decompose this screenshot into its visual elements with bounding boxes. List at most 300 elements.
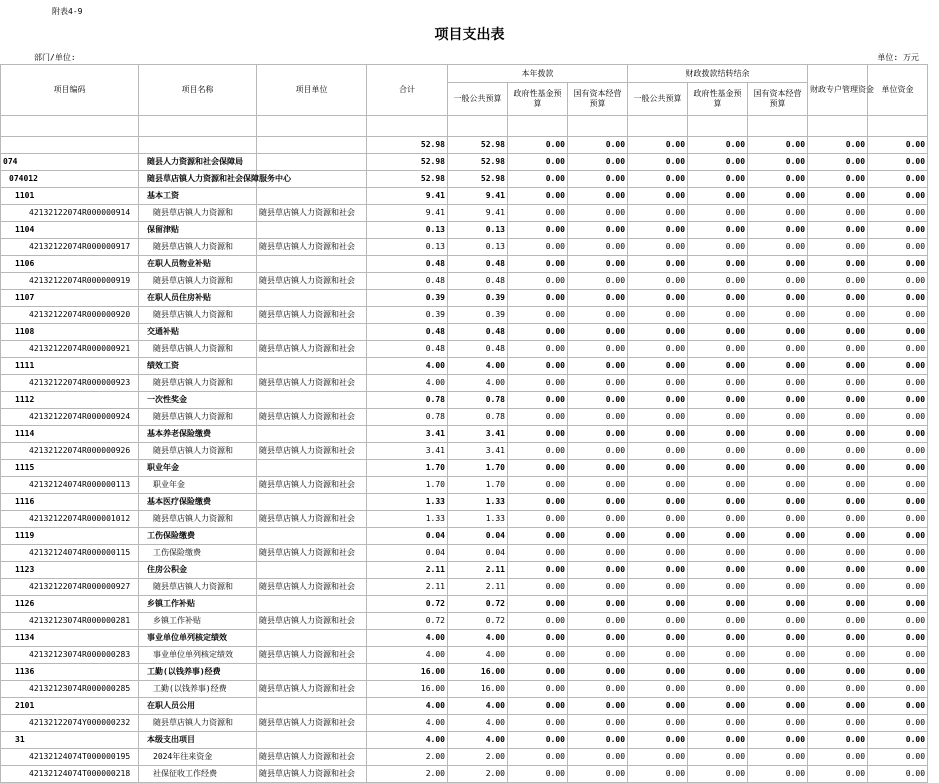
table-row[interactable]: [1, 205, 928, 222]
cell-code: 31: [1, 732, 139, 749]
cell-value: 0.00: [568, 630, 628, 647]
cell-value: 0.00: [508, 579, 568, 596]
cell-value: 0.00: [868, 630, 928, 647]
col-header-carry-gp-budget: 一般公共预算: [628, 83, 688, 116]
cell-value: 0.48: [367, 324, 448, 341]
cell-value: 1.33: [367, 494, 448, 511]
table-row[interactable]: [1, 630, 928, 647]
table-row[interactable]: [1, 562, 928, 579]
cell-code: 42132122074R000000920: [1, 307, 139, 324]
cell-value: 0.00: [868, 443, 928, 460]
cell-value: 4.00: [367, 630, 448, 647]
cell-unit: 随县草店镇人力资源和社会: [257, 477, 367, 494]
table-row[interactable]: [1, 307, 928, 324]
cell-unit: [257, 664, 367, 681]
cell-value: 52.98: [448, 171, 508, 188]
table-row[interactable]: [1, 256, 928, 273]
cell-name: 乡镇工作补贴: [139, 613, 257, 630]
cell-unit: 随县草店镇人力资源和社会: [257, 443, 367, 460]
cell-value: 0.00: [808, 596, 868, 613]
cell-value: 0.00: [868, 664, 928, 681]
cell-name: [139, 137, 257, 154]
cell-code: 42132124074T000000195: [1, 749, 139, 766]
table-row[interactable]: [1, 545, 928, 562]
cell-code: 1136: [1, 664, 139, 681]
cell-value: 4.00: [448, 647, 508, 664]
cell-name: 基本工资: [139, 188, 257, 205]
cell-value: 0.00: [748, 630, 808, 647]
cell-value: 9.41: [448, 205, 508, 222]
cell-name: 随县草店镇人力资源和: [139, 341, 257, 358]
cell-value: 0.00: [628, 375, 688, 392]
cell-value: 0.00: [568, 698, 628, 715]
cell-code: 1119: [1, 528, 139, 545]
table-row[interactable]: [1, 239, 928, 256]
cell-value: 1.70: [448, 460, 508, 477]
cell-value: 0.00: [808, 477, 868, 494]
cell-name: 一次性奖金: [139, 392, 257, 409]
cell-code: 1115: [1, 460, 139, 477]
cell-value: 0.00: [808, 273, 868, 290]
cell-unit: [257, 222, 367, 239]
cell-value: 0.00: [868, 137, 928, 154]
cell-name: 随县草店镇人力资源和: [139, 273, 257, 290]
cell-value: 0.00: [748, 307, 808, 324]
table-row[interactable]: [1, 290, 928, 307]
cell-name: 职业年金: [139, 460, 257, 477]
cell-value: 0.48: [367, 256, 448, 273]
table-row[interactable]: [1, 341, 928, 358]
cell-code: 1123: [1, 562, 139, 579]
cell-value: 4.00: [448, 698, 508, 715]
cell-name: 在职人员住房补贴: [139, 290, 257, 307]
table-row[interactable]: [1, 528, 928, 545]
table-row[interactable]: [1, 443, 928, 460]
cell-code: 42132122074R000000926: [1, 443, 139, 460]
table-row[interactable]: [1, 664, 928, 681]
cell-unit: 随县草店镇人力资源和社会: [257, 766, 367, 783]
cell-unit: [257, 256, 367, 273]
cell-value: 0.00: [508, 426, 568, 443]
cell-value: 0.00: [808, 307, 868, 324]
cell-value: 0.13: [367, 239, 448, 256]
cell-name: 随县草店镇人力资源和: [139, 239, 257, 256]
cell-value: 0.00: [508, 698, 568, 715]
cell-value: 0.00: [568, 256, 628, 273]
cell-value: 0.00: [568, 749, 628, 766]
cell-name: 工勤(以钱养事)经费: [139, 681, 257, 698]
cell-code: 1104: [1, 222, 139, 239]
cell-value: 9.41: [367, 188, 448, 205]
cell-value: 0.00: [568, 205, 628, 222]
cell-value: 0.00: [868, 205, 928, 222]
cell-value: 0.00: [628, 494, 688, 511]
cell-unit: 随县草店镇人力资源和社会: [257, 579, 367, 596]
cell-value: 0.00: [748, 562, 808, 579]
col-header-total: 合计: [367, 65, 448, 116]
table-row[interactable]: [1, 188, 928, 205]
cell-value: 0.00: [568, 545, 628, 562]
cell-name: 基本医疗保险缴费: [139, 494, 257, 511]
cell-name: 社保征收工作经费: [139, 766, 257, 783]
cell-value: 0.00: [688, 409, 748, 426]
cell-value: 0.00: [508, 749, 568, 766]
cell-value: 0.00: [508, 392, 568, 409]
cell-code: 42132122074R000001012: [1, 511, 139, 528]
cell-value: 0.00: [688, 698, 748, 715]
cell-code: 42132124074R000000113: [1, 477, 139, 494]
cell-value: 0.00: [748, 426, 808, 443]
cell-code: 42132123074R000000285: [1, 681, 139, 698]
cell-value: 0.00: [808, 579, 868, 596]
cell-value: 0.00: [688, 443, 748, 460]
cell-value: 0.00: [568, 562, 628, 579]
cell-unit: [257, 596, 367, 613]
table-row[interactable]: [1, 613, 928, 630]
cell-unit: [257, 290, 367, 307]
col-header-unit-fund: 单位资金: [868, 65, 928, 116]
cell-unit: [257, 137, 367, 154]
cell-value: 0.00: [748, 477, 808, 494]
cell-value: 0.00: [628, 698, 688, 715]
cell-value: 16.00: [367, 681, 448, 698]
cell-value: 0.00: [748, 137, 808, 154]
project-expenditure-table: [0, 64, 928, 783]
cell-name: 乡镇工作补贴: [139, 596, 257, 613]
table-row[interactable]: [1, 426, 928, 443]
cell-value: 0.00: [568, 732, 628, 749]
cell-value: 1.33: [448, 494, 508, 511]
table-row[interactable]: [1, 766, 928, 783]
cell-value: 0.00: [628, 324, 688, 341]
cell-value: 0.00: [568, 341, 628, 358]
cell-value: 0.00: [808, 239, 868, 256]
cell-value: 52.98: [448, 137, 508, 154]
cell-unit: [257, 630, 367, 647]
cell-name: 绩效工资: [139, 358, 257, 375]
cell-name: 工勤(以钱养事)经费: [139, 664, 257, 681]
cell-value: 0.00: [508, 188, 568, 205]
cell-value: 0.00: [568, 647, 628, 664]
cell-name: 随县草店镇人力资源和: [139, 579, 257, 596]
cell-value: 0.00: [508, 324, 568, 341]
cell-value: 0.00: [808, 494, 868, 511]
cell-value: 0.00: [808, 528, 868, 545]
cell-value: 0.00: [748, 443, 808, 460]
cell-unit: [257, 732, 367, 749]
table-row[interactable]: [1, 494, 928, 511]
cell-value: 0.00: [868, 375, 928, 392]
cell-value: 0.39: [367, 307, 448, 324]
cell-value: 0.00: [508, 664, 568, 681]
table-row[interactable]: [1, 579, 928, 596]
cell-value: 0.00: [568, 443, 628, 460]
cell-value: 0.00: [748, 749, 808, 766]
cell-value: 0.00: [508, 290, 568, 307]
cell-value: 0.00: [628, 613, 688, 630]
cell-code: 1111: [1, 358, 139, 375]
cell-value: 4.00: [367, 732, 448, 749]
cell-unit: [257, 426, 367, 443]
cell-code: 42132124074R000000115: [1, 545, 139, 562]
cell-value: 0.00: [868, 596, 928, 613]
cell-value: 0.00: [628, 358, 688, 375]
cell-value: 0.00: [508, 562, 568, 579]
cell-value: 0.00: [868, 460, 928, 477]
cell-value: 0.00: [508, 443, 568, 460]
cell-unit: 随县草店镇人力资源和社会: [257, 307, 367, 324]
cell-value: 0.00: [628, 443, 688, 460]
cell-value: 0.00: [508, 528, 568, 545]
cell-value: 0.00: [508, 205, 568, 222]
cell-value: 0.00: [628, 545, 688, 562]
cell-value: 0.78: [448, 392, 508, 409]
table-row[interactable]: [1, 171, 928, 188]
cell-value: 0.72: [448, 596, 508, 613]
cell-unit: [257, 392, 367, 409]
cell-value: 0.00: [808, 324, 868, 341]
cell-code: 42132122074R000000924: [1, 409, 139, 426]
cell-code: 1112: [1, 392, 139, 409]
table-row[interactable]: [1, 715, 928, 732]
cell-code: 42132122074R000000927: [1, 579, 139, 596]
cell-value: 0.00: [688, 511, 748, 528]
cell-unit: 随县草店镇人力资源和社会: [257, 647, 367, 664]
cell-value: 0.39: [448, 290, 508, 307]
cell-value: 0.00: [868, 290, 928, 307]
cell-unit: [257, 358, 367, 375]
col-header-gov-fund: 政府性基金预算: [508, 83, 568, 116]
col-header-carry-gov-fund: 政府性基金预算: [688, 83, 748, 116]
table-row[interactable]: [1, 460, 928, 477]
cell-value: 0.00: [748, 579, 808, 596]
cell-value: 0.00: [628, 681, 688, 698]
cell-value: 0.00: [688, 647, 748, 664]
cell-code: 1108: [1, 324, 139, 341]
cell-value: 4.00: [367, 358, 448, 375]
cell-value: 0.00: [748, 222, 808, 239]
cell-name: 基本养老保险缴费: [139, 426, 257, 443]
cell-value: 0.00: [568, 681, 628, 698]
cell-value: 16.00: [448, 681, 508, 698]
cell-value: 0.00: [748, 681, 808, 698]
cell-value: 0.78: [367, 409, 448, 426]
cell-value: 0.00: [508, 154, 568, 171]
cell-value: 0.72: [367, 596, 448, 613]
cell-value: 0.00: [808, 715, 868, 732]
cell-value: 0.00: [808, 409, 868, 426]
table-row[interactable]: [1, 698, 928, 715]
table-row[interactable]: [1, 647, 928, 664]
cell-unit: 随县草店镇人力资源和社会: [257, 749, 367, 766]
cell-code: 42132122074R000000917: [1, 239, 139, 256]
cell-value: 0.00: [748, 528, 808, 545]
cell-value: 0.48: [448, 256, 508, 273]
cell-value: 0.00: [808, 222, 868, 239]
cell-value: 0.00: [508, 494, 568, 511]
cell-value: 0.00: [628, 341, 688, 358]
cell-value: 0.00: [868, 749, 928, 766]
cell-value: 0.00: [568, 579, 628, 596]
cell-value: 4.00: [448, 375, 508, 392]
dept-label: 部门/单位:: [34, 53, 76, 62]
cell-value: 0.00: [808, 188, 868, 205]
table-row[interactable]: [1, 511, 928, 528]
cell-code: 42132124074T000000218: [1, 766, 139, 783]
cell-value: 0.00: [628, 137, 688, 154]
cell-value: 1.33: [448, 511, 508, 528]
cell-value: 0.00: [628, 477, 688, 494]
cell-value: 0.78: [367, 392, 448, 409]
cell-value: 0.00: [688, 154, 748, 171]
cell-value: 0.00: [868, 426, 928, 443]
cell-value: 0.00: [688, 307, 748, 324]
cell-value: 4.00: [367, 698, 448, 715]
cell-value: 0.00: [568, 664, 628, 681]
cell-value: 52.98: [367, 154, 448, 171]
table-row[interactable]: [1, 137, 928, 154]
cell-code: 1116: [1, 494, 139, 511]
cell-name: 保留津贴: [139, 222, 257, 239]
cell-value: 0.00: [628, 528, 688, 545]
cell-value: 0.00: [688, 222, 748, 239]
cell-value: 0.00: [508, 545, 568, 562]
cell-value: 2.00: [367, 749, 448, 766]
cell-name: 随县草店镇人力资源和: [139, 307, 257, 324]
cell-value: 0.00: [508, 239, 568, 256]
cell-value: 0.00: [748, 188, 808, 205]
cell-value: 0.00: [748, 205, 808, 222]
cell-value: 0.00: [508, 256, 568, 273]
cell-value: 9.41: [448, 188, 508, 205]
cell-value: 4.00: [448, 715, 508, 732]
cell-value: 2.11: [448, 562, 508, 579]
cell-value: 0.00: [868, 307, 928, 324]
table-row[interactable]: [1, 749, 928, 766]
cell-value: 0.00: [568, 273, 628, 290]
cell-value: 0.00: [808, 358, 868, 375]
table-row[interactable]: [1, 732, 928, 749]
cell-value: 0.00: [808, 613, 868, 630]
cell-unit: [257, 528, 367, 545]
cell-value: 0.00: [568, 239, 628, 256]
cell-unit: 随县草店镇人力资源和社会: [257, 409, 367, 426]
cell-unit: [257, 562, 367, 579]
cell-value: 0.00: [808, 766, 868, 783]
cell-value: 0.00: [808, 171, 868, 188]
table-row[interactable]: [1, 324, 928, 341]
cell-value: 0.00: [868, 613, 928, 630]
table-row[interactable]: [1, 596, 928, 613]
cell-value: 0.00: [868, 358, 928, 375]
cell-unit: [257, 698, 367, 715]
cell-value: 0.00: [688, 392, 748, 409]
cell-value: 0.39: [448, 307, 508, 324]
cell-value: 0.00: [688, 579, 748, 596]
table-body: [1, 137, 928, 783]
cell-value: 0.00: [568, 154, 628, 171]
cell-value: 0.00: [868, 239, 928, 256]
table-row[interactable]: [1, 358, 928, 375]
cell-code: 074: [1, 154, 139, 171]
cell-value: 0.00: [628, 426, 688, 443]
cell-name: 事业单位单列核定绩效: [139, 647, 257, 664]
cell-value: 0.00: [568, 409, 628, 426]
blank-row: [1, 116, 928, 137]
cell-value: 0.00: [688, 766, 748, 783]
cell-name: 随县草店镇人力资源和: [139, 715, 257, 732]
cell-value: 0.00: [568, 290, 628, 307]
cell-unit: 随县草店镇人力资源和社会: [257, 341, 367, 358]
cell-value: 0.00: [748, 664, 808, 681]
cell-value: 0.00: [688, 732, 748, 749]
cell-value: 0.00: [868, 579, 928, 596]
cell-value: 0.00: [748, 494, 808, 511]
cell-code: 1107: [1, 290, 139, 307]
table-row[interactable]: [1, 222, 928, 239]
cell-value: 0.00: [808, 290, 868, 307]
cell-value: 0.00: [628, 273, 688, 290]
cell-value: 0.04: [448, 528, 508, 545]
cell-value: 0.00: [568, 358, 628, 375]
col-header-gp-budget: 一般公共预算: [448, 83, 508, 116]
cell-value: 2.11: [367, 562, 448, 579]
cell-value: 0.00: [748, 324, 808, 341]
cell-value: 0.00: [868, 494, 928, 511]
cell-value: 0.00: [688, 494, 748, 511]
table-row[interactable]: [1, 477, 928, 494]
table-row[interactable]: [1, 154, 928, 171]
cell-value: 0.00: [868, 154, 928, 171]
cell-value: 0.00: [808, 732, 868, 749]
cell-value: 0.00: [508, 358, 568, 375]
cell-value: 0.00: [508, 681, 568, 698]
cell-unit: 随县草店镇人力资源和社会: [257, 273, 367, 290]
cell-value: 1.70: [448, 477, 508, 494]
cell-unit: 随县草店镇人力资源和社会: [257, 613, 367, 630]
cell-value: 0.00: [748, 545, 808, 562]
cell-value: 0.00: [748, 358, 808, 375]
cell-value: 0.00: [808, 443, 868, 460]
cell-code: 42132122074R000000923: [1, 375, 139, 392]
cell-value: 0.00: [868, 171, 928, 188]
cell-value: 0.00: [628, 222, 688, 239]
table-row[interactable]: [1, 681, 928, 698]
cell-value: 0.00: [568, 171, 628, 188]
cell-value: 0.00: [868, 511, 928, 528]
cell-value: 0.00: [808, 545, 868, 562]
table-row[interactable]: [1, 392, 928, 409]
cell-value: 0.00: [748, 154, 808, 171]
cell-value: 0.00: [628, 171, 688, 188]
cell-value: 0.00: [508, 596, 568, 613]
cell-value: 4.00: [448, 358, 508, 375]
cell-value: 0.00: [808, 426, 868, 443]
cell-value: 0.00: [868, 273, 928, 290]
cell-code: 42132122074R000000919: [1, 273, 139, 290]
cell-value: 0.00: [688, 426, 748, 443]
cell-value: 52.98: [448, 154, 508, 171]
cell-value: 0.00: [688, 715, 748, 732]
cell-name: 随县人力资源和社会保障局: [139, 154, 257, 171]
cell-unit: [257, 188, 367, 205]
cell-value: 0.04: [448, 545, 508, 562]
table-row[interactable]: [1, 409, 928, 426]
cell-name: 工伤保险缴费: [139, 545, 257, 562]
cell-value: 0.00: [568, 460, 628, 477]
table-row[interactable]: [1, 375, 928, 392]
table-row[interactable]: [1, 273, 928, 290]
